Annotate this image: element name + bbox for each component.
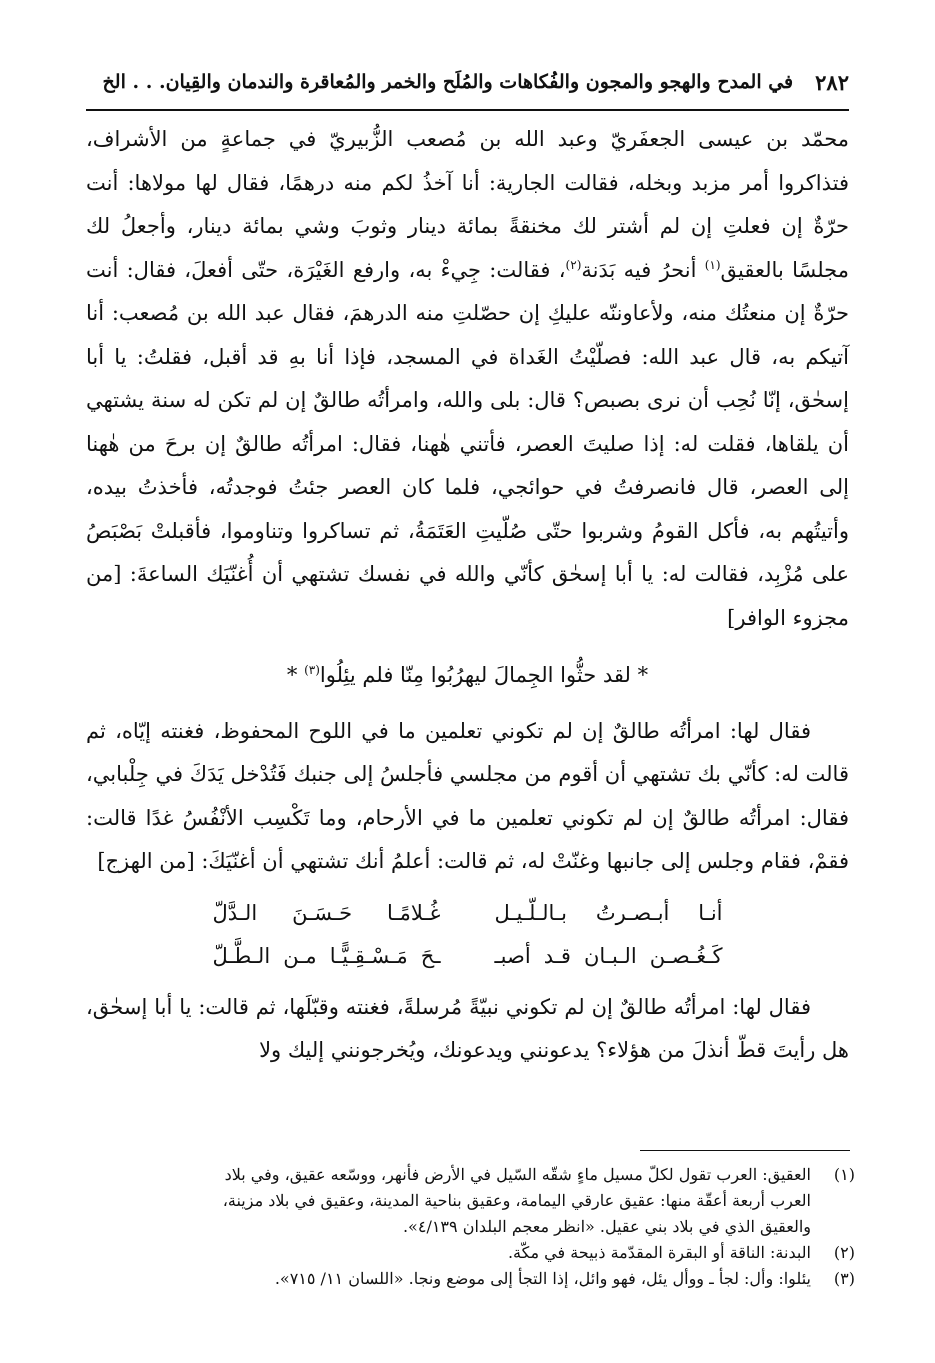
- footnote-text: البدنة: الناقة أو البقرة المقدّمة ذبيحة في مكّة.: [507, 1243, 811, 1262]
- footnote: [86, 1240, 855, 1266]
- footnote-text: يئلوا: وأل: لجأ ـ ووأل يئل، فهو وائل، إذا التجأ إلى موضع ونجا. «اللسان ١١/ ٧١٥».: [274, 1269, 811, 1288]
- poem-hemistich-second: غُـلامًـا حَـسَـنَ الـدَّلّ: [212, 900, 441, 925]
- main-text: [86, 118, 849, 1073]
- poem-couplet: [86, 935, 849, 978]
- footnote: [86, 1266, 855, 1292]
- poem-hemistich-first: أنـا أبـصـرتُ بـالـلّـيـل: [494, 900, 723, 925]
- header-rule: [86, 109, 849, 111]
- text-line: فتذاكروا أمر مزبد وبخله، فقالت الجارية: أنا آخذُ لكم منه درهمًا، فقال لها: [195, 170, 849, 195]
- running-title: في المدح والهجو والمجون والفُكاهات والمُلَح والخمر والمُعاقرة والندمان والقِيان. . . الخ: [102, 71, 794, 93]
- text-line: أغنّيَكَ: [من الهزج]: [97, 849, 256, 873]
- footnote-rule: [640, 1150, 850, 1151]
- text-line: منه الدرهمَ، فقال عبد الله بن مُصعب: أنا آتيكم به، قال عبد الله: فصلّيْتُ الغَداة: [86, 301, 849, 369]
- text-line: قال: بلى والله، وامرأتُه طالقٌ إن لم تكن له سنة يشتهي أن يلقاها، فقلت له: إذا: [86, 388, 849, 456]
- footnote-marker[interactable]: (١): [704, 257, 721, 272]
- text-line: صليتَ العصر، فأتني هٰهنا، فقال: امرأتُه طالقٌ إن برحَ من هٰهنا إلى العصر، قال: [86, 431, 849, 499]
- footnote-number: (٣): [833, 1269, 855, 1288]
- running-head: [86, 62, 849, 102]
- text-line: فقال لها: امرأتُه طالقٌ إن لم تكوني نبيّةً مُرسلةً، فغنته وقبّلَها، ثم قالت: يا أبا: [154, 994, 811, 1019]
- footnote-text: العقيق: العرب تقول لكلّ مسيل ماءٍ شقّه السّيل في الأرض فأنهر، ووسّعه عقيق، وفي بلاد: [224, 1165, 811, 1184]
- text-line: غدًا قالت: فقمْ، فقام وجلس إلى جانبها وغنّتْ له، ثم قالت: أعلمُ أنك تشتهي أن: [86, 805, 849, 873]
- page-number: ٢٨٢: [815, 69, 849, 95]
- text-line: جِلْبابي، فقال: امرأتُه طالقٌ إن لم تكوني تعلمين ما في الأرحام، وما تَكْسِب الأنْفُسُ: [86, 762, 849, 830]
- paragraph-2: [86, 710, 849, 884]
- poem-couplet: [86, 892, 849, 935]
- footnotes: [86, 1162, 855, 1292]
- footnote: [86, 1162, 855, 1188]
- text-line: في المسجد، فإذا أنا بهِ قد أقبل، فقلتُ: يا أبا إسحٰق، إنّا نُحِب أن نرى بصبص؟: [86, 344, 849, 412]
- text-line: الغَيْرَة، حتّى أفعلَ، فقال: أنت حرّةٌ إن منعتُك منه، ولأعاوننّه عليكِ إن حصّلتِ: [86, 257, 849, 325]
- poem: [86, 892, 849, 978]
- text-line: فانصرفتُ في حوائجي، فلما كان العصر جئتُ فوجدتُه، فأخذتُ بيده، وأتيتُهم به،: [86, 475, 849, 543]
- footnote-number: (٢): [833, 1243, 855, 1262]
- text-line: مجزوء الوافر]: [727, 605, 849, 630]
- footnote-marker[interactable]: (٣): [304, 663, 320, 677]
- footnote-text: العرب أربعة أعقّة منها: عقيق عارقي اليمامة، وعقيق بناحية المدينة، وعقيق في بلاد مزينة،: [222, 1191, 811, 1210]
- paragraph-3: [86, 986, 849, 1073]
- verse-end: *: [286, 663, 305, 687]
- text-line: فقال لها: امرأتُه طالقٌ إن لم تكوني تعلمين ما في اللوح المحفوظ، فغنته إيّاه،: [115, 718, 811, 743]
- text-line: مولاها: أنت حرّةٌ إن فعلتِ إن لم أشتر لك مخنقةً بمائة دينار وثوبَ وشي بمائة: [86, 170, 849, 238]
- paragraph-1: [86, 118, 849, 640]
- text-line: مُزْبِد، فقالت له: يا أبا إسحٰق كأنّي والله في نفسك تشتهي أن أُغنّيَك الساعةَ: [من: [86, 562, 804, 586]
- footnote-marker[interactable]: (٢): [565, 257, 582, 272]
- text-line: دينار، وأجعلُ لك مجلسًا بالعقيق: [86, 214, 849, 282]
- footnote-text: والعقيق الذي في بلاد بني عقيل. «انظر معجم البلدان ٤/١٣٩».: [402, 1217, 811, 1236]
- poem-hemistich-first: كَـغُـصـن الـبـان قـد أصبـ: [494, 943, 723, 968]
- text-line: محمّد بن عيسى الجعفَريّ وعبد الله بن مُصعب الزُّبيريّ في جماعةٍ من الأشراف،: [86, 127, 849, 151]
- verse-text: * لقد حثُّوا الجِمالَ ليهرُبُوا مِنّا فلم يئِلُوا: [319, 663, 649, 687]
- text-line: إسحٰق، هل رأيتَ قطّ أنذلَ من هؤلاء؟ يدعونني ويدعونك، ويُخرجونني إليك ولا: [86, 994, 849, 1062]
- text-line: ، فقالت: جِيءْ به، وارفع: [352, 257, 566, 282]
- footnote-number: (١): [833, 1165, 855, 1184]
- poem-hemistich-second: ـحَ مَـسْـقِـيًّـا مـن الـطَّـلّ: [212, 943, 441, 968]
- verse-line: [86, 654, 849, 698]
- text-line: أنحرُ فيه بَدَنة: [581, 257, 705, 282]
- text-line: فأكل القومُ وشربوا حتّى صُلّيتِ العَتَمَةُ، ثم تساكروا وتناوموا، فأقبلتْ بَصْبَصُ على: [86, 518, 849, 586]
- text-line: ثم قالت له: كأنّي بك تشتهي أن أقوم من مجلسي فأجلسُ إلى جنبك فَتُدْخل يَدَكَ في: [86, 718, 849, 786]
